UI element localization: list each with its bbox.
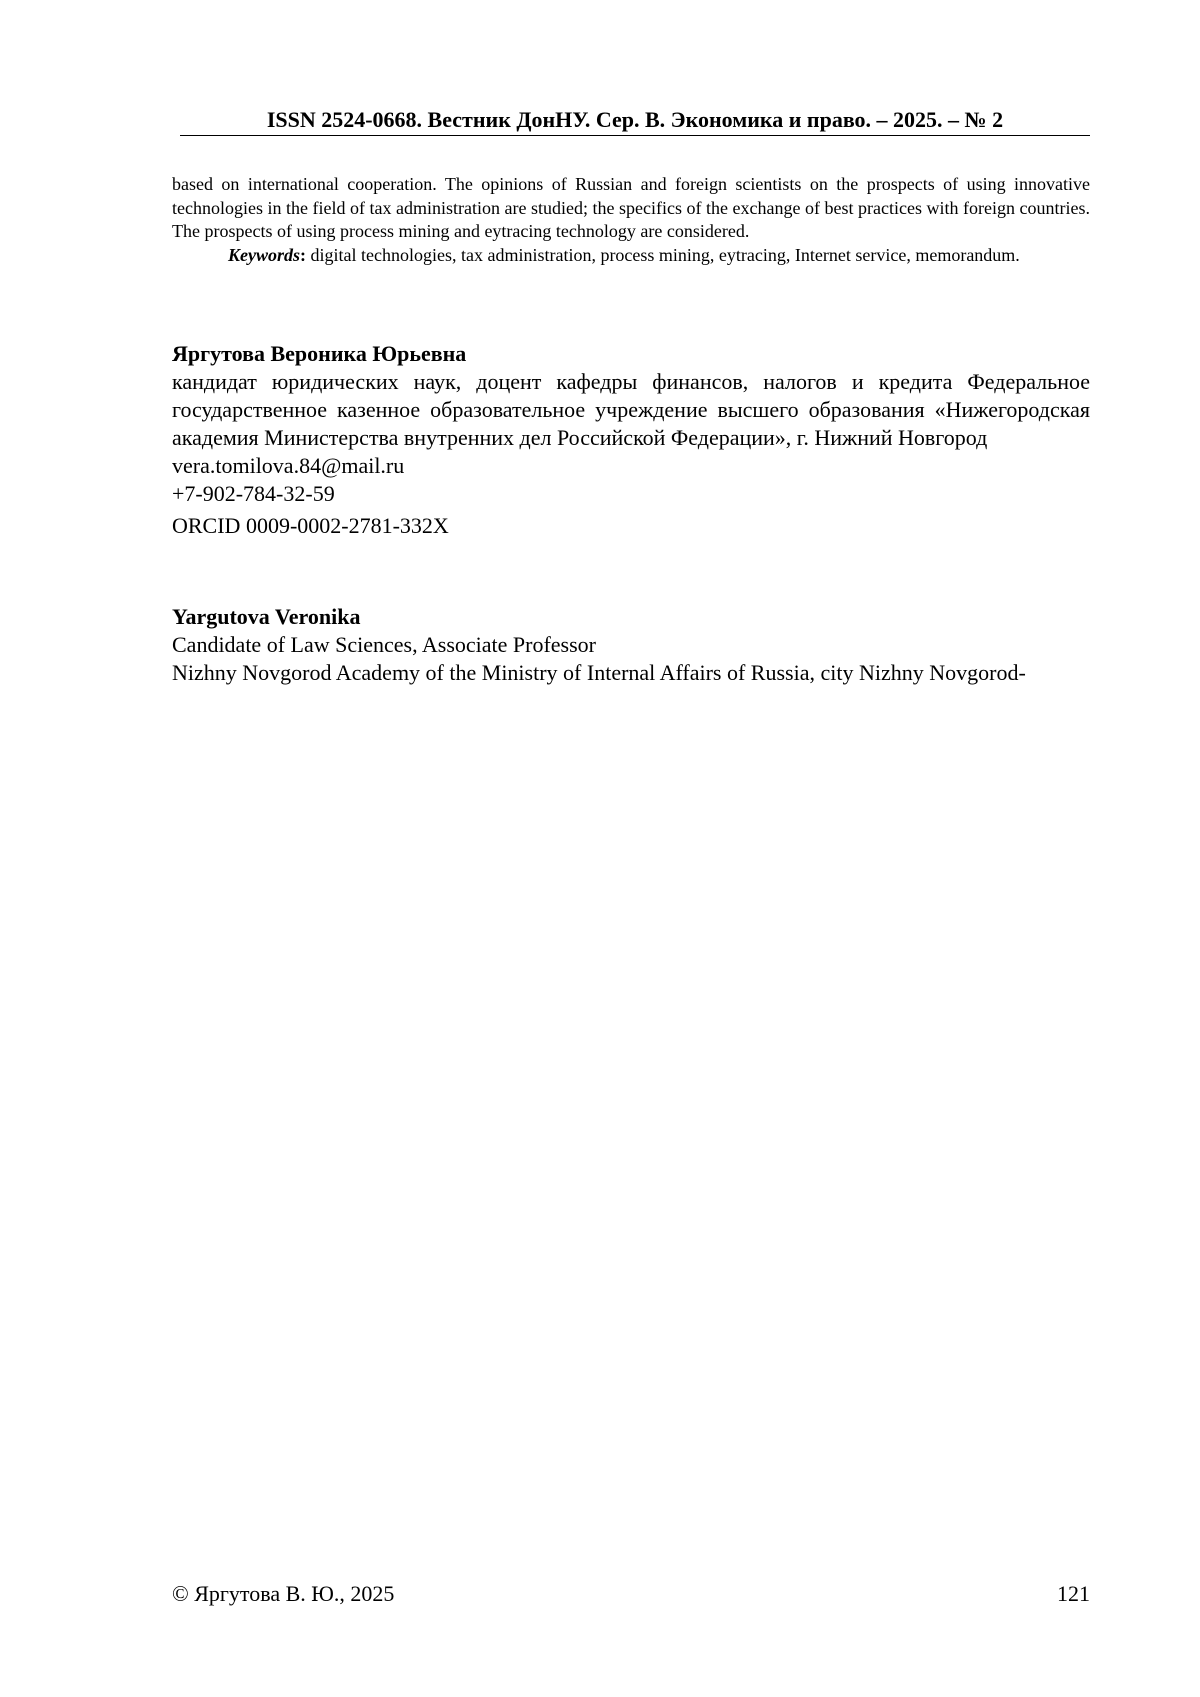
keywords-paragraph	[172, 244, 1090, 268]
author-phone: +7-902-784-32-59	[172, 481, 335, 506]
header-rule	[180, 135, 1090, 136]
author-orcid: ORCID 0009-0002-2781-332X	[172, 513, 449, 538]
author-info-ru	[172, 340, 1090, 540]
author-name-ru: Яргутова Вероника Юрьевна	[172, 341, 467, 366]
author-affiliation-en: Nizhny Novgorod Academy of the Ministry of Internal Affairs of Russia, city Nizhny Novgorod-	[172, 660, 1026, 685]
footer-copyright: © Яргутова В. Ю., 2025	[172, 1581, 395, 1606]
author-name-en: Yargutova Veronika	[172, 604, 361, 629]
keywords-colon: :	[300, 244, 306, 265]
author-email: vera.tomilova.84@mail.ru	[172, 453, 405, 478]
author-degree-en: Candidate of Law Sciences, Associate Professor	[172, 632, 596, 657]
running-header: ISSN 2524-0668. Вестник ДонНУ. Сер. В. Экономика и право. – 2025. – № 2	[266, 107, 1004, 132]
keywords-label: Keywords	[228, 244, 300, 265]
page-number: 121	[1057, 1581, 1090, 1606]
abstract	[172, 173, 1090, 267]
abstract-text: based on international cooperation. The opinions of Russian and foreign scientists on the prospects of using innovative technologies in the field of tax administration are studied; the specifics of the exchange of best practices with foreign countries. The prospects of using process mining and eytracing technology are considered.	[172, 174, 1090, 242]
author-affiliation-ru: кандидат юридических наук, доцент кафедры финансов, налогов и кредита Федеральное государственное казенное образовательное учреждение высшего образования «Нижегородская академия Министерства внутренних дел Российской Федерации», г. Нижний Новгород	[172, 369, 1090, 450]
keywords-list: digital technologies, tax administration, process mining, eytracing, Internet service, memorandum.	[310, 244, 1020, 265]
author-info-en	[172, 603, 1090, 687]
